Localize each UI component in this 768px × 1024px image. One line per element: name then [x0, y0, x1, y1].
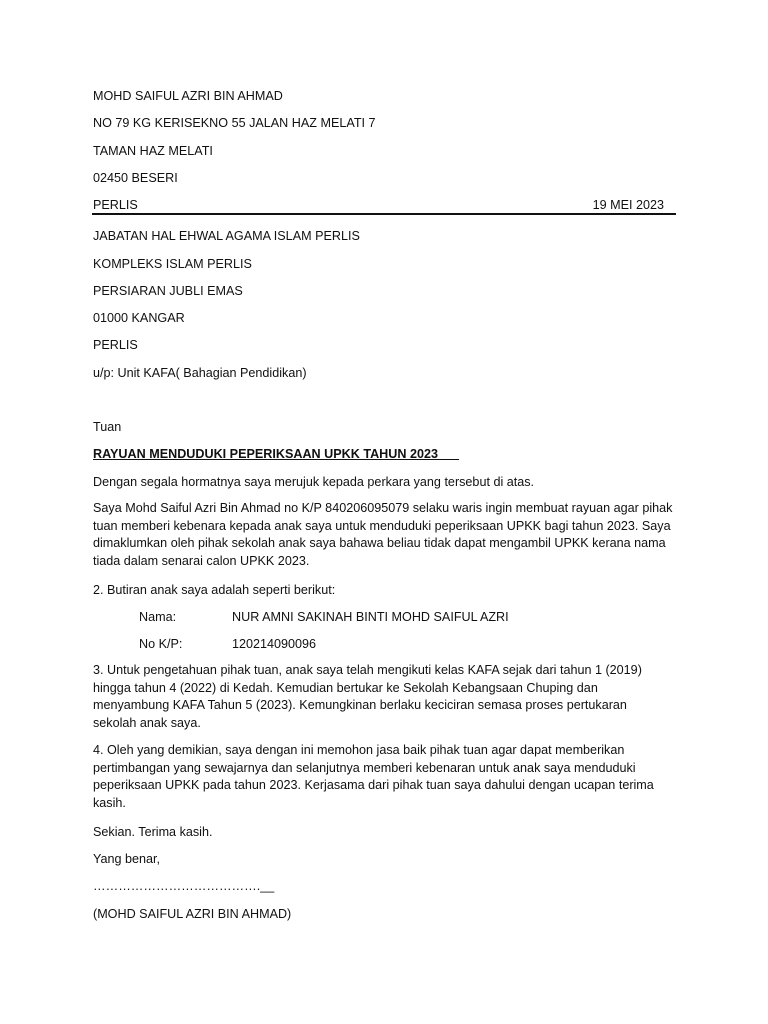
header-divider: [92, 213, 676, 215]
subject-heading: RAYUAN MENDUDUKI PEPERIKSAAN UPKK TAHUN 2023___: [93, 447, 459, 461]
opening-paragraph: Dengan segala hormatnya saya merujuk kepada perkara yang tersebut di atas.: [93, 475, 535, 489]
paragraph-4: 4. Oleh yang demikian, saya dengan ini memohon jasa baik pihak tuan agar dapat memberikan pertimbangan yang sewajarnya dan selanjutnya memberi kebenaran untuk anak saya menduduki peperiksaan UPKK pada tahun 2023. Kerjasama dari pihak tuan saya dahului dengan ucapan terima kasih.: [93, 743, 654, 810]
recipient-line2: KOMPLEKS ISLAM PERLIS: [93, 257, 252, 271]
letter-date: 19 MEI 2023: [592, 198, 664, 212]
recipient-line5: PERLIS: [93, 338, 138, 352]
recipient-line1: JABATAN HAL EHWAL AGAMA ISLAM PERLIS: [93, 229, 360, 243]
sender-postcode-city: 02450 BESERI: [93, 171, 178, 185]
child-name-label: Nama:: [139, 610, 177, 624]
recipient-line4: 01000 KANGAR: [93, 311, 185, 325]
child-ic-label: No K/P:: [139, 637, 183, 651]
sender-state: PERLIS: [93, 198, 138, 212]
paragraph-2-intro: 2. Butiran anak saya adalah seperti berikut:: [93, 583, 336, 597]
child-ic-value: 120214090096: [232, 637, 317, 651]
sender-address-line2: TAMAN HAZ MELATI: [93, 144, 213, 158]
recipient-line3: PERSIARAN JUBLI EMAS: [93, 284, 243, 298]
signatory-name: (MOHD SAIFUL AZRI BIN AHMAD): [93, 907, 292, 921]
paragraph-1: Saya Mohd Saiful Azri Bin Ahmad no K/P 840206095079 selaku waris ingin membuat rayuan agar pihak tuan memberi kebenara kepada anak saya untuk menduduki peperiksaan UPKK bagi tahun 2023. Saya dimaklumkan oleh pihak sekolah anak saya bahawa beliau tidak dapat mengambil UPKK kerana nama tiada dalam senarai calon UPKK 2023.: [93, 501, 673, 568]
recipient-attention: u/p: Unit KAFA( Bahagian Pendidikan): [93, 366, 307, 380]
signature-line: ………………………………….__: [93, 879, 275, 893]
sender-name: MOHD SAIFUL AZRI BIN AHMAD: [93, 89, 283, 103]
closing-thanks: Sekian. Terima kasih.: [93, 825, 213, 839]
closing-yours: Yang benar,: [93, 852, 160, 866]
paragraph-3: 3. Untuk pengetahuan pihak tuan, anak saya telah mengikuti kelas KAFA sejak dari tahun 1 (2019) hingga tahun 4 (2022) di Kedah. Kemudian bertukar ke Sekolah Kebangsaan Chuping dan menyambung KAFA Tahun 5 (2023). Kemungkinan berlaku keciciran semasa proses pertukaran sekolah anak saya.: [93, 663, 642, 730]
child-name-value: NUR AMNI SAKINAH BINTI MOHD SAIFUL AZRI: [232, 610, 509, 624]
salutation: Tuan: [93, 420, 122, 434]
sender-address-line1: NO 79 KG KERISEKNO 55 JALAN HAZ MELATI 7: [93, 116, 376, 130]
